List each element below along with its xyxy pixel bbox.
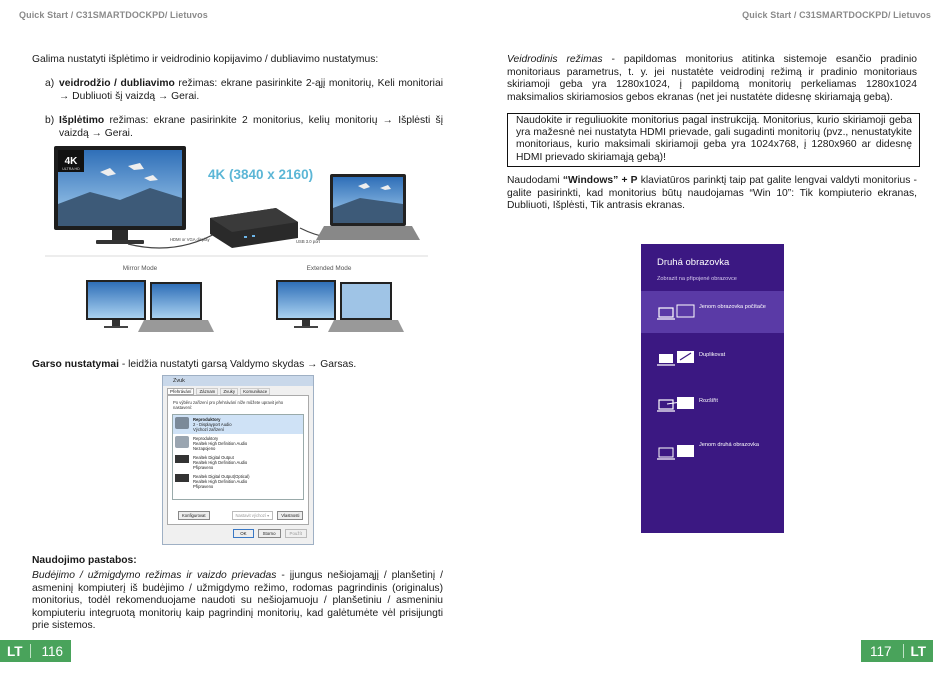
docking-station-image [210,208,298,248]
speaker-icon [175,436,189,448]
set-default-button: Nastavit výchozí ▾ [232,511,274,520]
device-name: Reproduktory [193,436,219,441]
dialog-tabs [163,386,313,395]
standby-term: Budėjimo / užmigdymo režimas ir vaizdo prievadas [32,570,277,581]
mirror-mode-label: Mirror Mode [122,265,158,272]
tab-sounds: Zvuky [220,388,238,395]
language-code: LT [910,643,926,659]
ultra-hd-label: ULTRA HD [62,167,80,171]
dialog-hint: Po výběru zařízení pro přehrávání níže můžete upravit jeho nastavení: [173,400,284,410]
usb-caption: USB 3.0 port [296,239,320,244]
windows-p-rest: klaviatūros parinktį taip pat galite lengvai valdyti monitorius - galite pasirinkti, kad monitorius būtų naudojamas “Win 10”: Tik kompiuterio ekranas, Dubliuoti, Išplėsti, Tik antrasis ekranas. [507,175,917,212]
sound-settings-text [32,359,444,372]
device-name: Reproduktory [193,417,221,422]
page-number-badge-left [0,640,71,662]
option-label: Jenom druhá obrazovka [699,442,760,448]
tab-playback: Přehrávání [167,388,194,395]
device-status: Výchozí zařízení [193,427,224,432]
list-marker: a) [45,78,55,89]
mirror-mode-term: Veidrodinis režimas [507,54,603,65]
language-code: LT [7,643,23,659]
device-status: Připraveno [193,484,214,489]
sound-settings-rest: - leidžia nustatyti garsą Valdymo skydas → Garsas. [118,359,357,370]
device-row [173,453,303,472]
option-label: Duplikovat [699,352,726,358]
option-duplicate [641,340,784,374]
option-label: Jenom obrazovka počítače [699,304,766,310]
device-driver: 2 - Displayport Audio [193,422,232,427]
usage-notes-title: Naudojimo pastabos: [32,555,137,566]
mirror-mode-rest: - papildomas monitorius atitinka sistemoje esančio pradinio monitoriaus parametrus, t. y. jei nustatėte veidrodinį režimą ir pradinio monitoriaus skiriamoji geba yra 1280x1024, į papildomą monitorių perkeliamas 1280x1024 maksimalios skiriamosios gebos ekranas (net jei nustatėte didesnę skiriamąją gebą). [507,54,918,103]
laptop-image [316,174,420,240]
dock-illustration [40,144,432,352]
warning-box: Naudokite ir reguliuokite monitorius pagal instrukciją. Monitorius, kurio skiriamoji geba yra mažesnė nei nustatyta HDMI prievade, gali sugadinti monitorių (pvz., nenustatykite monitoriaus, kurio maksimali skiriamoji geba yra 1024x768, į 1280x960 ar didesnę HDMI prievado skiriamąją gebą)! [507,113,920,167]
duplicate-icon [657,350,697,368]
ok-button: OK [233,529,253,538]
4k-badge-label: 4K [64,156,78,167]
windows-p-text [507,175,917,213]
apply-button: Použít [285,529,307,538]
panel-subtitle: Zobrazit na připojené obrazovce [657,276,737,282]
configure-button: Konfigurovat [178,511,210,520]
device-status: Nezapojeno [193,446,216,451]
digital-output-icon [175,455,189,463]
list-marker: b) [45,115,55,126]
device-row [173,434,303,453]
mirror-term: veidrodžio / dubliavimo [59,78,175,89]
device-list [172,414,304,500]
list-item-a [45,78,443,103]
tab-recording: Záznam [196,388,218,395]
speaker-icon [175,417,189,429]
device-row [173,472,303,491]
sound-dialog-screenshot [162,375,314,545]
mirror-mode-image [86,280,214,332]
panel-title: Druhá obrazovka [657,257,730,268]
page-header-left: Quick Start / C31SMARTDOCKPD/ Lietuvos [19,10,208,20]
extended-mode-label: Extended Mode [306,265,352,272]
windows-p-pre: Naudodami [507,175,563,186]
device-status: Připraveno [193,465,214,470]
cancel-button: Storno [258,529,281,538]
device-driver: Realtek High Definition Audio [193,479,248,484]
hdmi-caption: HDMI or VGA display [170,237,210,242]
device-driver: Realtek High Definition Audio [193,441,248,446]
device-row [173,415,303,434]
option-pc-only [641,291,784,333]
intro-text: Galima nustatyti išplėtimo ir veidrodinio kopijavimo / dubliavimo nustatymus: [32,54,379,65]
option-second-only [641,432,784,472]
device-name: Realtek Digital Output(Optical) [193,474,250,479]
page-number: 117 [869,643,892,659]
device-driver: Realtek High Definition Audio [193,460,248,465]
page-number-badge-right [861,640,933,662]
extend-icon [657,396,697,414]
mirror-mode-text [507,54,917,104]
usage-notes-rest: - įjungus nešiojamąjį / planšetinį / asmeninį kompiuterį iš budėjimo / užmigdymo režimo, rodomas pagrindinis (originalus) monitorius, todėl rekomenduojame naudoti su nešiojamuoju / planšetiniu / asmeniniu kompiuteriu integruotą monitorių kaip pagrindinį monitorių, kad galėtumėte vėl prisijungti prie sistemos. [32,570,443,632]
pc-only-icon [657,304,697,322]
properties-button: Vlastnosti [277,511,303,520]
tab-communication: Komunikace [240,388,270,395]
second-screen-panel [641,244,784,533]
option-extend [641,386,784,420]
digital-output-icon [175,474,189,482]
extend-term: Išplėtimo [59,115,105,126]
list-item-a-text: režimas: ekrane pasirinkite 2-ąjį monitorių, Keli monitoriai → Dubliuoti šį vaizdą → Gerai. [59,78,443,102]
dialog-title: Zvuk [163,376,313,386]
list-item-b [45,115,443,140]
list-item-b-text: režimas: ekrane pasirinkite 2 monitorius, kelių monitorių → Išplėsti šį vaizdą → Gerai. [59,115,443,139]
resolution-label: 4K (3840 x 2160) [208,167,314,182]
device-name: Realtek Digital Output [193,455,234,460]
extended-mode-image [276,280,404,332]
page-number: 116 [41,643,64,659]
usage-notes-text [32,570,443,633]
sound-settings-term: Garso nustatymai [32,359,119,370]
windows-p-shortcut: “Windows” + P [562,175,638,186]
second-only-icon [657,444,697,462]
option-label: Rozšířit [699,398,718,404]
page-header-right: Quick Start / C31SMARTDOCKPD/ Lietuvos [742,10,931,20]
